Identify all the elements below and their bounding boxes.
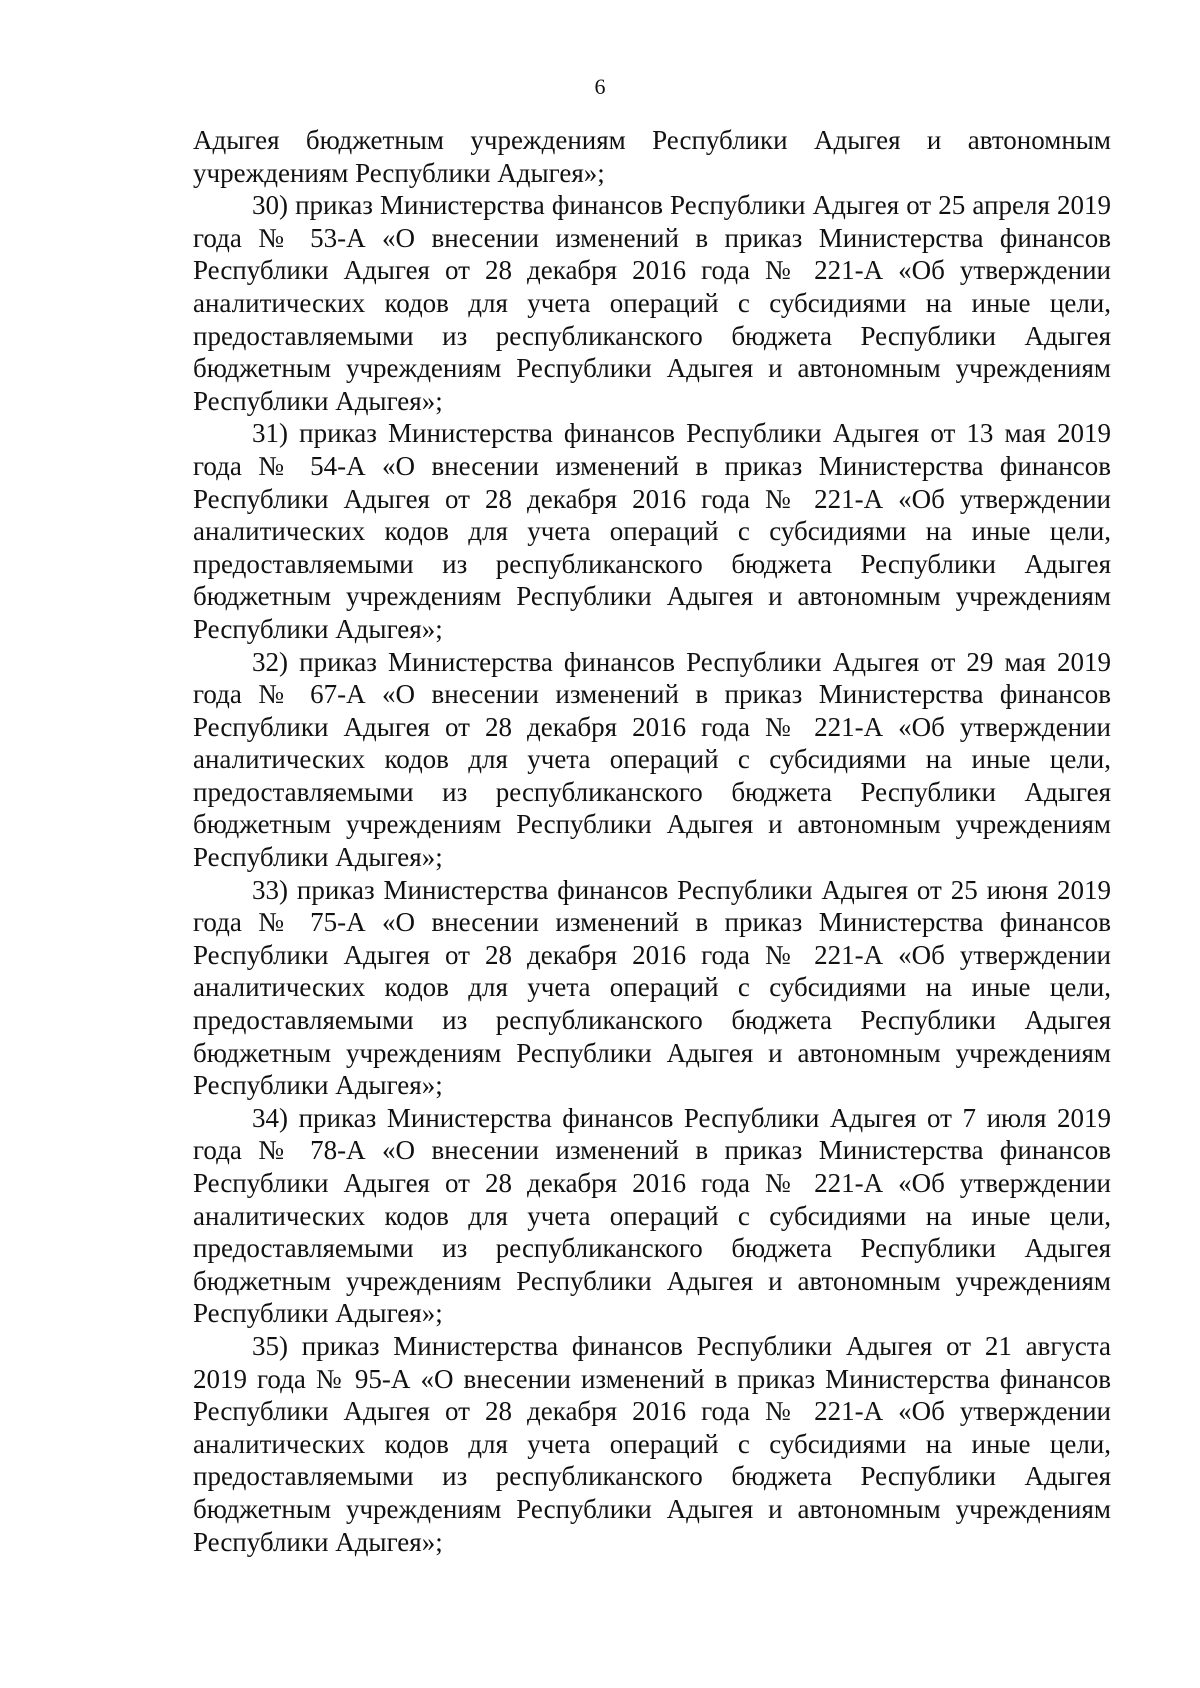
paragraph-item-35: 35) приказ Министерства финансов Республики Адыгея от 21 августа 2019 года № 95-А «О внесении изменений в приказ Министерства финансов Республики Адыгея от 28 декабря 2016 года № 221-А «Об утверждении аналитических кодов для учета операций с субсидиями на иные цели, предоставляемыми из республиканского бюджета Республики Адыгея бюджетным учреждениям Республики Адыгея и автономным учреждениям Республики Адыгея»; <box>193 1330 1111 1557</box>
page-number: 6 <box>594 74 606 99</box>
paragraph-item-32: 32) приказ Министерства финансов Республики Адыгея от 29 мая 2019 года № 67-А «О внесении изменений в приказ Министерства финансов Республики Адыгея от 28 декабря 2016 года № 221-А «Об утверждении аналитических кодов для учета операций с субсидиями на иные цели, предоставляемыми из республиканского бюджета Республики Адыгея бюджетным учреждениям Республики Адыгея и автономным учреждениям Республики Адыгея»; <box>193 646 1111 873</box>
paragraph-continuation: Адыгея бюджетным учреждениям Республики Адыгея и автономным учреждениям Республики Адыгея»; <box>193 125 1111 188</box>
paragraph-item-30: 30) приказ Министерства финансов Республики Адыгея от 25 апреля 2019 года № 53-А «О внесении изменений в приказ Министерства финансов Республики Адыгея от 28 декабря 2016 года № 221-А «Об утверждении аналитических кодов для учета операций с субсидиями на иные цели, предоставляемыми из республиканского бюджета Республики Адыгея бюджетным учреждениям Республики Адыгея и автономным учреждениям Республики Адыгея»; <box>193 190 1111 416</box>
document-body <box>193 124 1111 1558</box>
paragraph-item-31: 31) приказ Министерства финансов Республики Адыгея от 13 мая 2019 года № 54-А «О внесении изменений в приказ Министерства финансов Республики Адыгея от 28 декабря 2016 года № 221-А «Об утверждении аналитических кодов для учета операций с субсидиями на иные цели, предоставляемыми из республиканского бюджета Республики Адыгея бюджетным учреждениям Республики Адыгея и автономным учреждениям Республики Адыгея»; <box>193 418 1111 644</box>
paragraph-item-34: 34) приказ Министерства финансов Республики Адыгея от 7 июля 2019 года № 78-А «О внесении изменений в приказ Министерства финансов Республики Адыгея от 28 декабря 2016 года № 221-А «Об утверждении аналитических кодов для учета операций с субсидиями на иные цели, предоставляемыми из республиканского бюджета Республики Адыгея бюджетным учреждениям Республики Адыгея и автономным учреждениям Республики Адыгея»; <box>193 1102 1111 1329</box>
paragraph-item-33: 33) приказ Министерства финансов Республики Адыгея от 25 июня 2019 года № 75-А «О внесении изменений в приказ Министерства финансов Республики Адыгея от 28 декабря 2016 года № 221-А «Об утверждении аналитических кодов для учета операций с субсидиями на иные цели, предоставляемыми из республиканского бюджета Республики Адыгея бюджетным учреждениям Республики Адыгея и автономным учреждениям Республики Адыгея»; <box>193 874 1111 1101</box>
